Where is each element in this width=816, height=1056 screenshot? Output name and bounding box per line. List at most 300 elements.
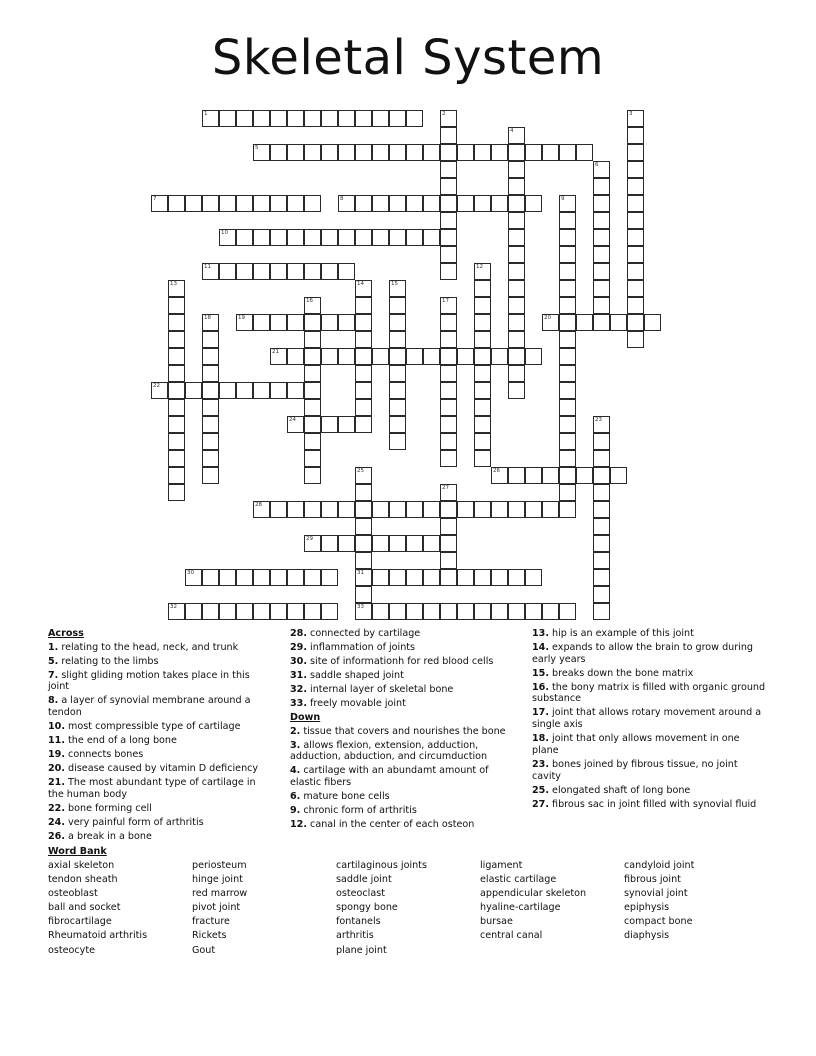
grid-cell[interactable] bbox=[151, 195, 168, 212]
grid-cell[interactable] bbox=[304, 348, 321, 365]
grid-cell[interactable] bbox=[542, 144, 559, 161]
grid-cell[interactable] bbox=[372, 348, 389, 365]
grid-cell[interactable] bbox=[627, 280, 644, 297]
grid-cell[interactable] bbox=[474, 382, 491, 399]
grid-cell[interactable] bbox=[253, 110, 270, 127]
grid-cell[interactable] bbox=[355, 297, 372, 314]
grid-cell[interactable] bbox=[270, 195, 287, 212]
grid-cell[interactable] bbox=[576, 314, 593, 331]
grid-cell[interactable] bbox=[372, 569, 389, 586]
grid-cell[interactable] bbox=[355, 195, 372, 212]
grid-cell[interactable] bbox=[440, 365, 457, 382]
grid-cell[interactable] bbox=[287, 416, 304, 433]
grid-cell[interactable] bbox=[559, 212, 576, 229]
grid-cell[interactable] bbox=[372, 603, 389, 620]
grid-cell[interactable] bbox=[355, 331, 372, 348]
grid-cell[interactable] bbox=[474, 433, 491, 450]
grid-cell[interactable] bbox=[627, 195, 644, 212]
grid-cell[interactable] bbox=[610, 314, 627, 331]
grid-cell[interactable] bbox=[287, 569, 304, 586]
grid-cell[interactable] bbox=[236, 229, 253, 246]
grid-cell[interactable] bbox=[202, 433, 219, 450]
grid-cell[interactable] bbox=[559, 365, 576, 382]
grid-cell[interactable] bbox=[304, 416, 321, 433]
grid-cell[interactable] bbox=[627, 331, 644, 348]
grid-cell[interactable] bbox=[627, 297, 644, 314]
grid-cell[interactable] bbox=[321, 263, 338, 280]
grid-cell[interactable] bbox=[593, 586, 610, 603]
grid-cell[interactable] bbox=[508, 161, 525, 178]
grid-cell[interactable] bbox=[491, 569, 508, 586]
grid-cell[interactable] bbox=[219, 110, 236, 127]
grid-cell[interactable] bbox=[219, 569, 236, 586]
grid-cell[interactable] bbox=[474, 450, 491, 467]
grid-cell[interactable] bbox=[406, 110, 423, 127]
grid-cell[interactable] bbox=[270, 603, 287, 620]
grid-cell[interactable] bbox=[168, 603, 185, 620]
grid-cell[interactable] bbox=[304, 297, 321, 314]
grid-cell[interactable] bbox=[593, 484, 610, 501]
grid-cell[interactable] bbox=[474, 416, 491, 433]
grid-cell[interactable] bbox=[321, 535, 338, 552]
grid-cell[interactable] bbox=[287, 603, 304, 620]
grid-cell[interactable] bbox=[423, 195, 440, 212]
grid-cell[interactable] bbox=[389, 331, 406, 348]
grid-cell[interactable] bbox=[508, 569, 525, 586]
grid-cell[interactable] bbox=[321, 229, 338, 246]
grid-cell[interactable] bbox=[559, 331, 576, 348]
grid-cell[interactable] bbox=[202, 195, 219, 212]
grid-cell[interactable] bbox=[389, 144, 406, 161]
grid-cell[interactable] bbox=[559, 263, 576, 280]
grid-cell[interactable] bbox=[338, 144, 355, 161]
grid-cell[interactable] bbox=[355, 399, 372, 416]
grid-cell[interactable] bbox=[474, 569, 491, 586]
grid-cell[interactable] bbox=[508, 314, 525, 331]
grid-cell[interactable] bbox=[406, 144, 423, 161]
grid-cell[interactable] bbox=[287, 195, 304, 212]
grid-cell[interactable] bbox=[389, 229, 406, 246]
grid-cell[interactable] bbox=[559, 348, 576, 365]
grid-cell[interactable] bbox=[525, 348, 542, 365]
grid-cell[interactable] bbox=[270, 110, 287, 127]
grid-cell[interactable] bbox=[440, 229, 457, 246]
grid-cell[interactable] bbox=[202, 450, 219, 467]
grid-cell[interactable] bbox=[202, 263, 219, 280]
grid-cell[interactable] bbox=[270, 501, 287, 518]
grid-cell[interactable] bbox=[491, 603, 508, 620]
grid-cell[interactable] bbox=[440, 416, 457, 433]
grid-cell[interactable] bbox=[236, 569, 253, 586]
grid-cell[interactable] bbox=[355, 416, 372, 433]
grid-cell[interactable] bbox=[474, 195, 491, 212]
grid-cell[interactable] bbox=[202, 603, 219, 620]
grid-cell[interactable] bbox=[287, 110, 304, 127]
grid-cell[interactable] bbox=[593, 416, 610, 433]
grid-cell[interactable] bbox=[559, 195, 576, 212]
grid-cell[interactable] bbox=[304, 535, 321, 552]
grid-cell[interactable] bbox=[542, 603, 559, 620]
grid-cell[interactable] bbox=[151, 382, 168, 399]
grid-cell[interactable] bbox=[304, 263, 321, 280]
grid-cell[interactable] bbox=[576, 144, 593, 161]
grid-cell[interactable] bbox=[559, 144, 576, 161]
grid-cell[interactable] bbox=[491, 195, 508, 212]
grid-cell[interactable] bbox=[593, 263, 610, 280]
grid-cell[interactable] bbox=[185, 569, 202, 586]
grid-cell[interactable] bbox=[440, 399, 457, 416]
grid-cell[interactable] bbox=[593, 467, 610, 484]
grid-cell[interactable] bbox=[389, 399, 406, 416]
grid-cell[interactable] bbox=[219, 263, 236, 280]
grid-cell[interactable] bbox=[508, 382, 525, 399]
grid-cell[interactable] bbox=[287, 348, 304, 365]
grid-cell[interactable] bbox=[559, 603, 576, 620]
grid-cell[interactable] bbox=[253, 569, 270, 586]
grid-cell[interactable] bbox=[168, 382, 185, 399]
grid-cell[interactable] bbox=[270, 348, 287, 365]
grid-cell[interactable] bbox=[440, 501, 457, 518]
grid-cell[interactable] bbox=[355, 144, 372, 161]
grid-cell[interactable] bbox=[440, 314, 457, 331]
grid-cell[interactable] bbox=[576, 467, 593, 484]
grid-cell[interactable] bbox=[372, 229, 389, 246]
grid-cell[interactable] bbox=[202, 467, 219, 484]
grid-cell[interactable] bbox=[559, 416, 576, 433]
grid-cell[interactable] bbox=[593, 178, 610, 195]
grid-cell[interactable] bbox=[440, 246, 457, 263]
grid-cell[interactable] bbox=[287, 144, 304, 161]
grid-cell[interactable] bbox=[559, 484, 576, 501]
grid-cell[interactable] bbox=[304, 314, 321, 331]
grid-cell[interactable] bbox=[389, 603, 406, 620]
grid-cell[interactable] bbox=[627, 263, 644, 280]
grid-cell[interactable] bbox=[457, 144, 474, 161]
grid-cell[interactable] bbox=[372, 110, 389, 127]
grid-cell[interactable] bbox=[338, 416, 355, 433]
grid-cell[interactable] bbox=[338, 314, 355, 331]
grid-cell[interactable] bbox=[338, 535, 355, 552]
grid-cell[interactable] bbox=[389, 195, 406, 212]
grid-cell[interactable] bbox=[457, 501, 474, 518]
grid-cell[interactable] bbox=[593, 246, 610, 263]
grid-cell[interactable] bbox=[474, 501, 491, 518]
grid-cell[interactable] bbox=[440, 348, 457, 365]
grid-cell[interactable] bbox=[355, 569, 372, 586]
grid-cell[interactable] bbox=[270, 263, 287, 280]
grid-cell[interactable] bbox=[304, 569, 321, 586]
grid-cell[interactable] bbox=[474, 297, 491, 314]
grid-cell[interactable] bbox=[627, 212, 644, 229]
grid-cell[interactable] bbox=[491, 467, 508, 484]
grid-cell[interactable] bbox=[338, 501, 355, 518]
grid-cell[interactable] bbox=[168, 195, 185, 212]
grid-cell[interactable] bbox=[355, 603, 372, 620]
grid-cell[interactable] bbox=[406, 348, 423, 365]
grid-cell[interactable] bbox=[287, 382, 304, 399]
grid-cell[interactable] bbox=[219, 603, 236, 620]
grid-cell[interactable] bbox=[406, 195, 423, 212]
grid-cell[interactable] bbox=[270, 144, 287, 161]
grid-cell[interactable] bbox=[627, 161, 644, 178]
grid-cell[interactable] bbox=[627, 246, 644, 263]
grid-cell[interactable] bbox=[270, 569, 287, 586]
grid-cell[interactable] bbox=[508, 280, 525, 297]
grid-cell[interactable] bbox=[559, 280, 576, 297]
grid-cell[interactable] bbox=[253, 603, 270, 620]
grid-cell[interactable] bbox=[406, 535, 423, 552]
grid-cell[interactable] bbox=[389, 110, 406, 127]
grid-cell[interactable] bbox=[253, 229, 270, 246]
grid-cell[interactable] bbox=[304, 382, 321, 399]
grid-cell[interactable] bbox=[321, 144, 338, 161]
grid-cell[interactable] bbox=[321, 110, 338, 127]
grid-cell[interactable] bbox=[559, 450, 576, 467]
grid-cell[interactable] bbox=[525, 144, 542, 161]
grid-cell[interactable] bbox=[508, 365, 525, 382]
grid-cell[interactable] bbox=[508, 603, 525, 620]
grid-cell[interactable] bbox=[542, 314, 559, 331]
grid-cell[interactable] bbox=[559, 467, 576, 484]
grid-cell[interactable] bbox=[474, 263, 491, 280]
grid-cell[interactable] bbox=[304, 433, 321, 450]
grid-cell[interactable] bbox=[168, 365, 185, 382]
grid-cell[interactable] bbox=[338, 110, 355, 127]
grid-cell[interactable] bbox=[508, 229, 525, 246]
grid-cell[interactable] bbox=[202, 365, 219, 382]
grid-cell[interactable] bbox=[253, 263, 270, 280]
grid-cell[interactable] bbox=[508, 467, 525, 484]
grid-cell[interactable] bbox=[304, 144, 321, 161]
grid-cell[interactable] bbox=[389, 569, 406, 586]
grid-cell[interactable] bbox=[508, 144, 525, 161]
grid-cell[interactable] bbox=[627, 314, 644, 331]
grid-cell[interactable] bbox=[508, 263, 525, 280]
grid-cell[interactable] bbox=[440, 144, 457, 161]
grid-cell[interactable] bbox=[321, 501, 338, 518]
grid-cell[interactable] bbox=[525, 467, 542, 484]
grid-cell[interactable] bbox=[440, 110, 457, 127]
grid-cell[interactable] bbox=[355, 110, 372, 127]
grid-cell[interactable] bbox=[423, 348, 440, 365]
grid-cell[interactable] bbox=[423, 569, 440, 586]
grid-cell[interactable] bbox=[627, 110, 644, 127]
grid-cell[interactable] bbox=[168, 348, 185, 365]
grid-cell[interactable] bbox=[185, 382, 202, 399]
grid-cell[interactable] bbox=[389, 297, 406, 314]
grid-cell[interactable] bbox=[287, 501, 304, 518]
grid-cell[interactable] bbox=[202, 110, 219, 127]
grid-cell[interactable] bbox=[508, 348, 525, 365]
grid-cell[interactable] bbox=[474, 144, 491, 161]
grid-cell[interactable] bbox=[355, 382, 372, 399]
grid-cell[interactable] bbox=[559, 246, 576, 263]
grid-cell[interactable] bbox=[559, 433, 576, 450]
grid-cell[interactable] bbox=[168, 314, 185, 331]
grid-cell[interactable] bbox=[593, 212, 610, 229]
grid-cell[interactable] bbox=[559, 314, 576, 331]
grid-cell[interactable] bbox=[593, 450, 610, 467]
grid-cell[interactable] bbox=[406, 569, 423, 586]
grid-cell[interactable] bbox=[389, 382, 406, 399]
grid-cell[interactable] bbox=[202, 331, 219, 348]
grid-cell[interactable] bbox=[304, 467, 321, 484]
grid-cell[interactable] bbox=[474, 331, 491, 348]
grid-cell[interactable] bbox=[270, 314, 287, 331]
grid-cell[interactable] bbox=[627, 144, 644, 161]
grid-cell[interactable] bbox=[457, 195, 474, 212]
grid-cell[interactable] bbox=[440, 195, 457, 212]
grid-cell[interactable] bbox=[236, 314, 253, 331]
grid-cell[interactable] bbox=[508, 212, 525, 229]
grid-cell[interactable] bbox=[372, 501, 389, 518]
grid-cell[interactable] bbox=[321, 603, 338, 620]
grid-cell[interactable] bbox=[338, 195, 355, 212]
grid-cell[interactable] bbox=[355, 348, 372, 365]
grid-cell[interactable] bbox=[474, 365, 491, 382]
grid-cell[interactable] bbox=[253, 501, 270, 518]
grid-cell[interactable] bbox=[389, 280, 406, 297]
grid-cell[interactable] bbox=[644, 314, 661, 331]
grid-cell[interactable] bbox=[474, 399, 491, 416]
grid-cell[interactable] bbox=[559, 399, 576, 416]
grid-cell[interactable] bbox=[355, 552, 372, 569]
grid-cell[interactable] bbox=[542, 501, 559, 518]
grid-cell[interactable] bbox=[593, 161, 610, 178]
grid-cell[interactable] bbox=[304, 399, 321, 416]
grid-cell[interactable] bbox=[219, 195, 236, 212]
grid-cell[interactable] bbox=[287, 229, 304, 246]
grid-cell[interactable] bbox=[423, 229, 440, 246]
grid-cell[interactable] bbox=[270, 382, 287, 399]
grid-cell[interactable] bbox=[338, 348, 355, 365]
grid-cell[interactable] bbox=[321, 569, 338, 586]
grid-cell[interactable] bbox=[202, 569, 219, 586]
grid-cell[interactable] bbox=[474, 314, 491, 331]
grid-cell[interactable] bbox=[219, 382, 236, 399]
grid-cell[interactable] bbox=[593, 501, 610, 518]
grid-cell[interactable] bbox=[457, 569, 474, 586]
grid-cell[interactable] bbox=[525, 501, 542, 518]
grid-cell[interactable] bbox=[389, 416, 406, 433]
grid-cell[interactable] bbox=[406, 501, 423, 518]
grid-cell[interactable] bbox=[593, 535, 610, 552]
grid-cell[interactable] bbox=[423, 501, 440, 518]
grid-cell[interactable] bbox=[168, 484, 185, 501]
grid-cell[interactable] bbox=[593, 297, 610, 314]
grid-cell[interactable] bbox=[168, 331, 185, 348]
grid-cell[interactable] bbox=[440, 382, 457, 399]
grid-cell[interactable] bbox=[440, 127, 457, 144]
grid-cell[interactable] bbox=[593, 569, 610, 586]
grid-cell[interactable] bbox=[440, 263, 457, 280]
grid-cell[interactable] bbox=[202, 348, 219, 365]
grid-cell[interactable] bbox=[253, 382, 270, 399]
grid-cell[interactable] bbox=[304, 365, 321, 382]
grid-cell[interactable] bbox=[304, 110, 321, 127]
grid-cell[interactable] bbox=[593, 552, 610, 569]
grid-cell[interactable] bbox=[593, 195, 610, 212]
grid-cell[interactable] bbox=[372, 144, 389, 161]
grid-cell[interactable] bbox=[355, 314, 372, 331]
grid-cell[interactable] bbox=[304, 195, 321, 212]
grid-cell[interactable] bbox=[355, 501, 372, 518]
grid-cell[interactable] bbox=[423, 535, 440, 552]
grid-cell[interactable] bbox=[253, 195, 270, 212]
grid-cell[interactable] bbox=[457, 348, 474, 365]
grid-cell[interactable] bbox=[287, 263, 304, 280]
grid-cell[interactable] bbox=[406, 603, 423, 620]
grid-cell[interactable] bbox=[491, 348, 508, 365]
grid-cell[interactable] bbox=[627, 127, 644, 144]
grid-cell[interactable] bbox=[440, 212, 457, 229]
grid-cell[interactable] bbox=[355, 586, 372, 603]
grid-cell[interactable] bbox=[338, 229, 355, 246]
grid-cell[interactable] bbox=[406, 229, 423, 246]
grid-cell[interactable] bbox=[593, 280, 610, 297]
grid-cell[interactable] bbox=[389, 365, 406, 382]
grid-cell[interactable] bbox=[372, 195, 389, 212]
grid-cell[interactable] bbox=[508, 127, 525, 144]
grid-cell[interactable] bbox=[491, 144, 508, 161]
grid-cell[interactable] bbox=[287, 314, 304, 331]
grid-cell[interactable] bbox=[593, 433, 610, 450]
grid-cell[interactable] bbox=[389, 433, 406, 450]
grid-cell[interactable] bbox=[610, 467, 627, 484]
grid-cell[interactable] bbox=[389, 501, 406, 518]
grid-cell[interactable] bbox=[474, 348, 491, 365]
grid-cell[interactable] bbox=[355, 365, 372, 382]
grid-cell[interactable] bbox=[389, 535, 406, 552]
grid-cell[interactable] bbox=[355, 535, 372, 552]
grid-cell[interactable] bbox=[168, 416, 185, 433]
grid-cell[interactable] bbox=[440, 433, 457, 450]
grid-cell[interactable] bbox=[440, 178, 457, 195]
grid-cell[interactable] bbox=[253, 144, 270, 161]
grid-cell[interactable] bbox=[593, 603, 610, 620]
grid-cell[interactable] bbox=[355, 280, 372, 297]
grid-cell[interactable] bbox=[525, 603, 542, 620]
grid-cell[interactable] bbox=[440, 603, 457, 620]
grid-cell[interactable] bbox=[236, 195, 253, 212]
grid-cell[interactable] bbox=[202, 382, 219, 399]
grid-cell[interactable] bbox=[474, 280, 491, 297]
grid-cell[interactable] bbox=[321, 416, 338, 433]
grid-cell[interactable] bbox=[219, 229, 236, 246]
grid-cell[interactable] bbox=[440, 297, 457, 314]
grid-cell[interactable] bbox=[423, 144, 440, 161]
grid-cell[interactable] bbox=[440, 484, 457, 501]
grid-cell[interactable] bbox=[559, 229, 576, 246]
grid-cell[interactable] bbox=[168, 399, 185, 416]
grid-cell[interactable] bbox=[491, 501, 508, 518]
grid-cell[interactable] bbox=[236, 263, 253, 280]
grid-cell[interactable] bbox=[168, 450, 185, 467]
grid-cell[interactable] bbox=[542, 467, 559, 484]
grid-cell[interactable] bbox=[304, 331, 321, 348]
grid-cell[interactable] bbox=[304, 501, 321, 518]
grid-cell[interactable] bbox=[457, 603, 474, 620]
grid-cell[interactable] bbox=[185, 603, 202, 620]
grid-cell[interactable] bbox=[355, 467, 372, 484]
grid-cell[interactable] bbox=[440, 535, 457, 552]
grid-cell[interactable] bbox=[168, 467, 185, 484]
grid-cell[interactable] bbox=[253, 314, 270, 331]
grid-cell[interactable] bbox=[593, 314, 610, 331]
grid-cell[interactable] bbox=[355, 229, 372, 246]
grid-cell[interactable] bbox=[508, 331, 525, 348]
grid-cell[interactable] bbox=[389, 348, 406, 365]
